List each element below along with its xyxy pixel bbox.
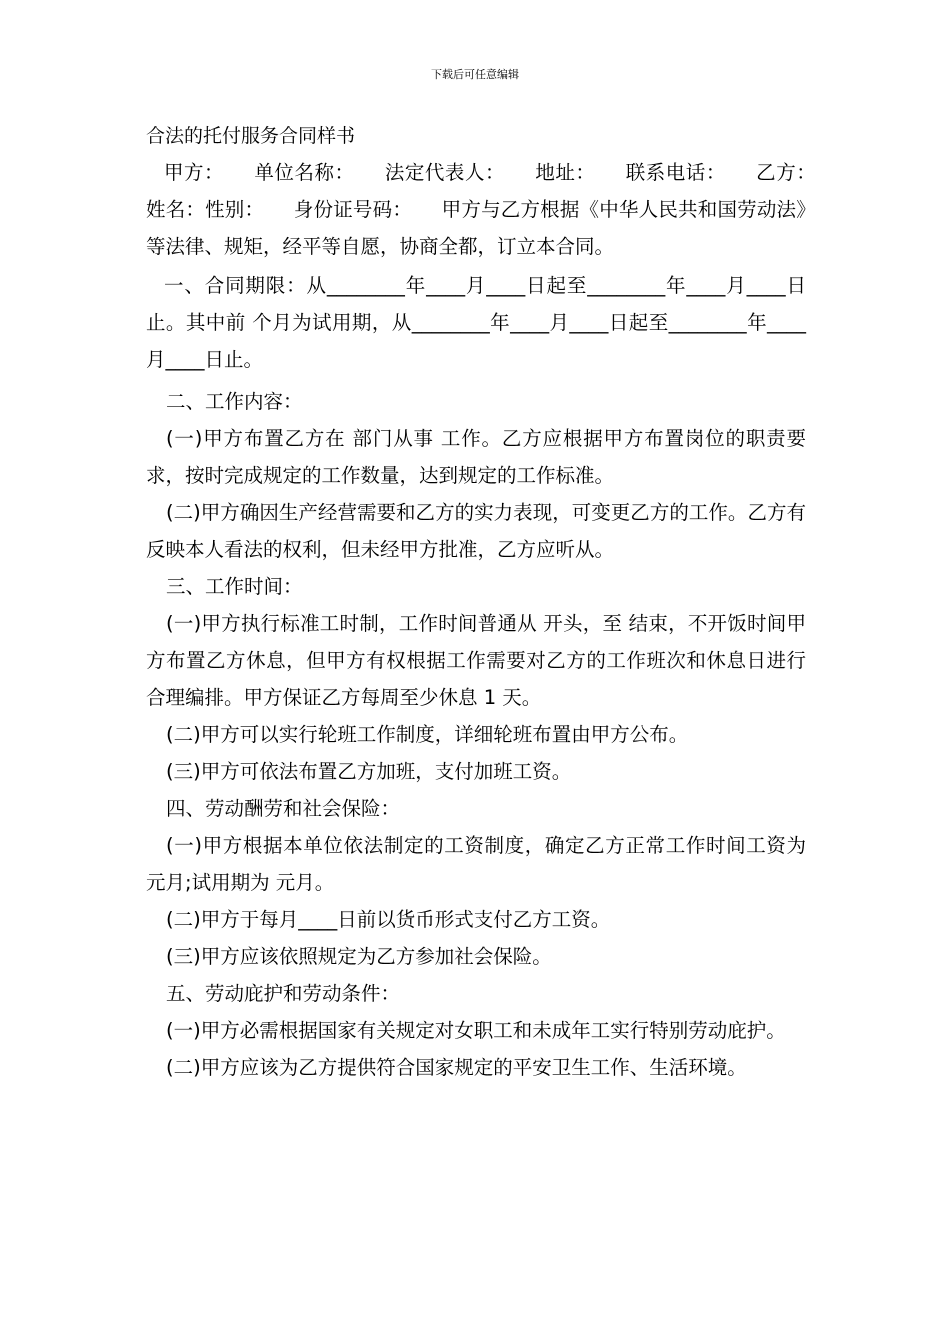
- section-heading-work-hours: 三、工作时间：: [166, 575, 303, 598]
- section-heading-work-content: 二、工作内容：: [166, 390, 303, 413]
- clause-pay-2: (二)甲方于每月____日前以货币形式支付乙方工资。: [166, 908, 611, 931]
- clause-contract-term: 一、合同期限：从________年____月____日起至________年____月____日止。其中前 个月为试用期，从________年____月____日起至________年____月____日止。: [146, 274, 806, 371]
- parties-paragraph: 甲方： 单位名称： 法定代表人： 地址： 联系电话： 乙方： 姓名：性别： 身份证号码： 甲方与乙方根据《中华人民共和国劳动法》等法律、规矩，经平等自愿，协商全都，订立本合同。: [146, 161, 846, 258]
- clause-protection-1: (一)甲方必需根据国家有关规定对女职工和未成年工实行特别劳动庇护。: [166, 1019, 786, 1042]
- clause-work-content-2: (二)甲方确因生产经营需要和乙方的实力表现，可变更乙方的工作。乙方有反映本人看法的权利，但未经甲方批准，乙方应听从。: [146, 501, 806, 561]
- document-title: 合法的托付服务合同样书: [146, 125, 356, 147]
- page-header: 下载后可任意编辑: [431, 68, 519, 81]
- document-body: [146, 120, 846, 1086]
- clause-pay-3: (三)甲方应该依照规定为乙方参加社会保险。: [166, 945, 552, 968]
- section-heading-labor-protection: 五、劳动庇护和劳动条件：: [166, 982, 401, 1005]
- clause-work-content-1: (一)甲方布置乙方在 部门从事 工作。乙方应根据甲方布置岗位的职责要求，按时完成规定的工作数量，达到规定的工作标准。: [146, 427, 806, 487]
- clause-work-hours-3: (三)甲方可依法布置乙方加班，支付加班工资。: [166, 760, 572, 783]
- clause-work-hours-2: (二)甲方可以实行轮班工作制度，详细轮班布置由甲方公布。: [166, 723, 689, 746]
- clause-protection-2: (二)甲方应该为乙方提供符合国家规定的平安卫生工作、生活环境。: [166, 1056, 747, 1079]
- section-heading-pay-insurance: 四、劳动酬劳和社会保险：: [166, 797, 401, 820]
- clause-pay-1: (一)甲方根据本单位依法制定的工资制度，确定乙方正常工作时间工资为 元月;试用期为 元月。: [146, 834, 806, 894]
- clause-work-hours-1: (一)甲方执行标准工时制，工作时间普通从 开头，至 结束，不开饭时间甲方布置乙方休息，但甲方有权根据工作需要对乙方的工作班次和休息日进行合理编排。甲方保证乙方每周至少休息 1 天。: [146, 612, 806, 709]
